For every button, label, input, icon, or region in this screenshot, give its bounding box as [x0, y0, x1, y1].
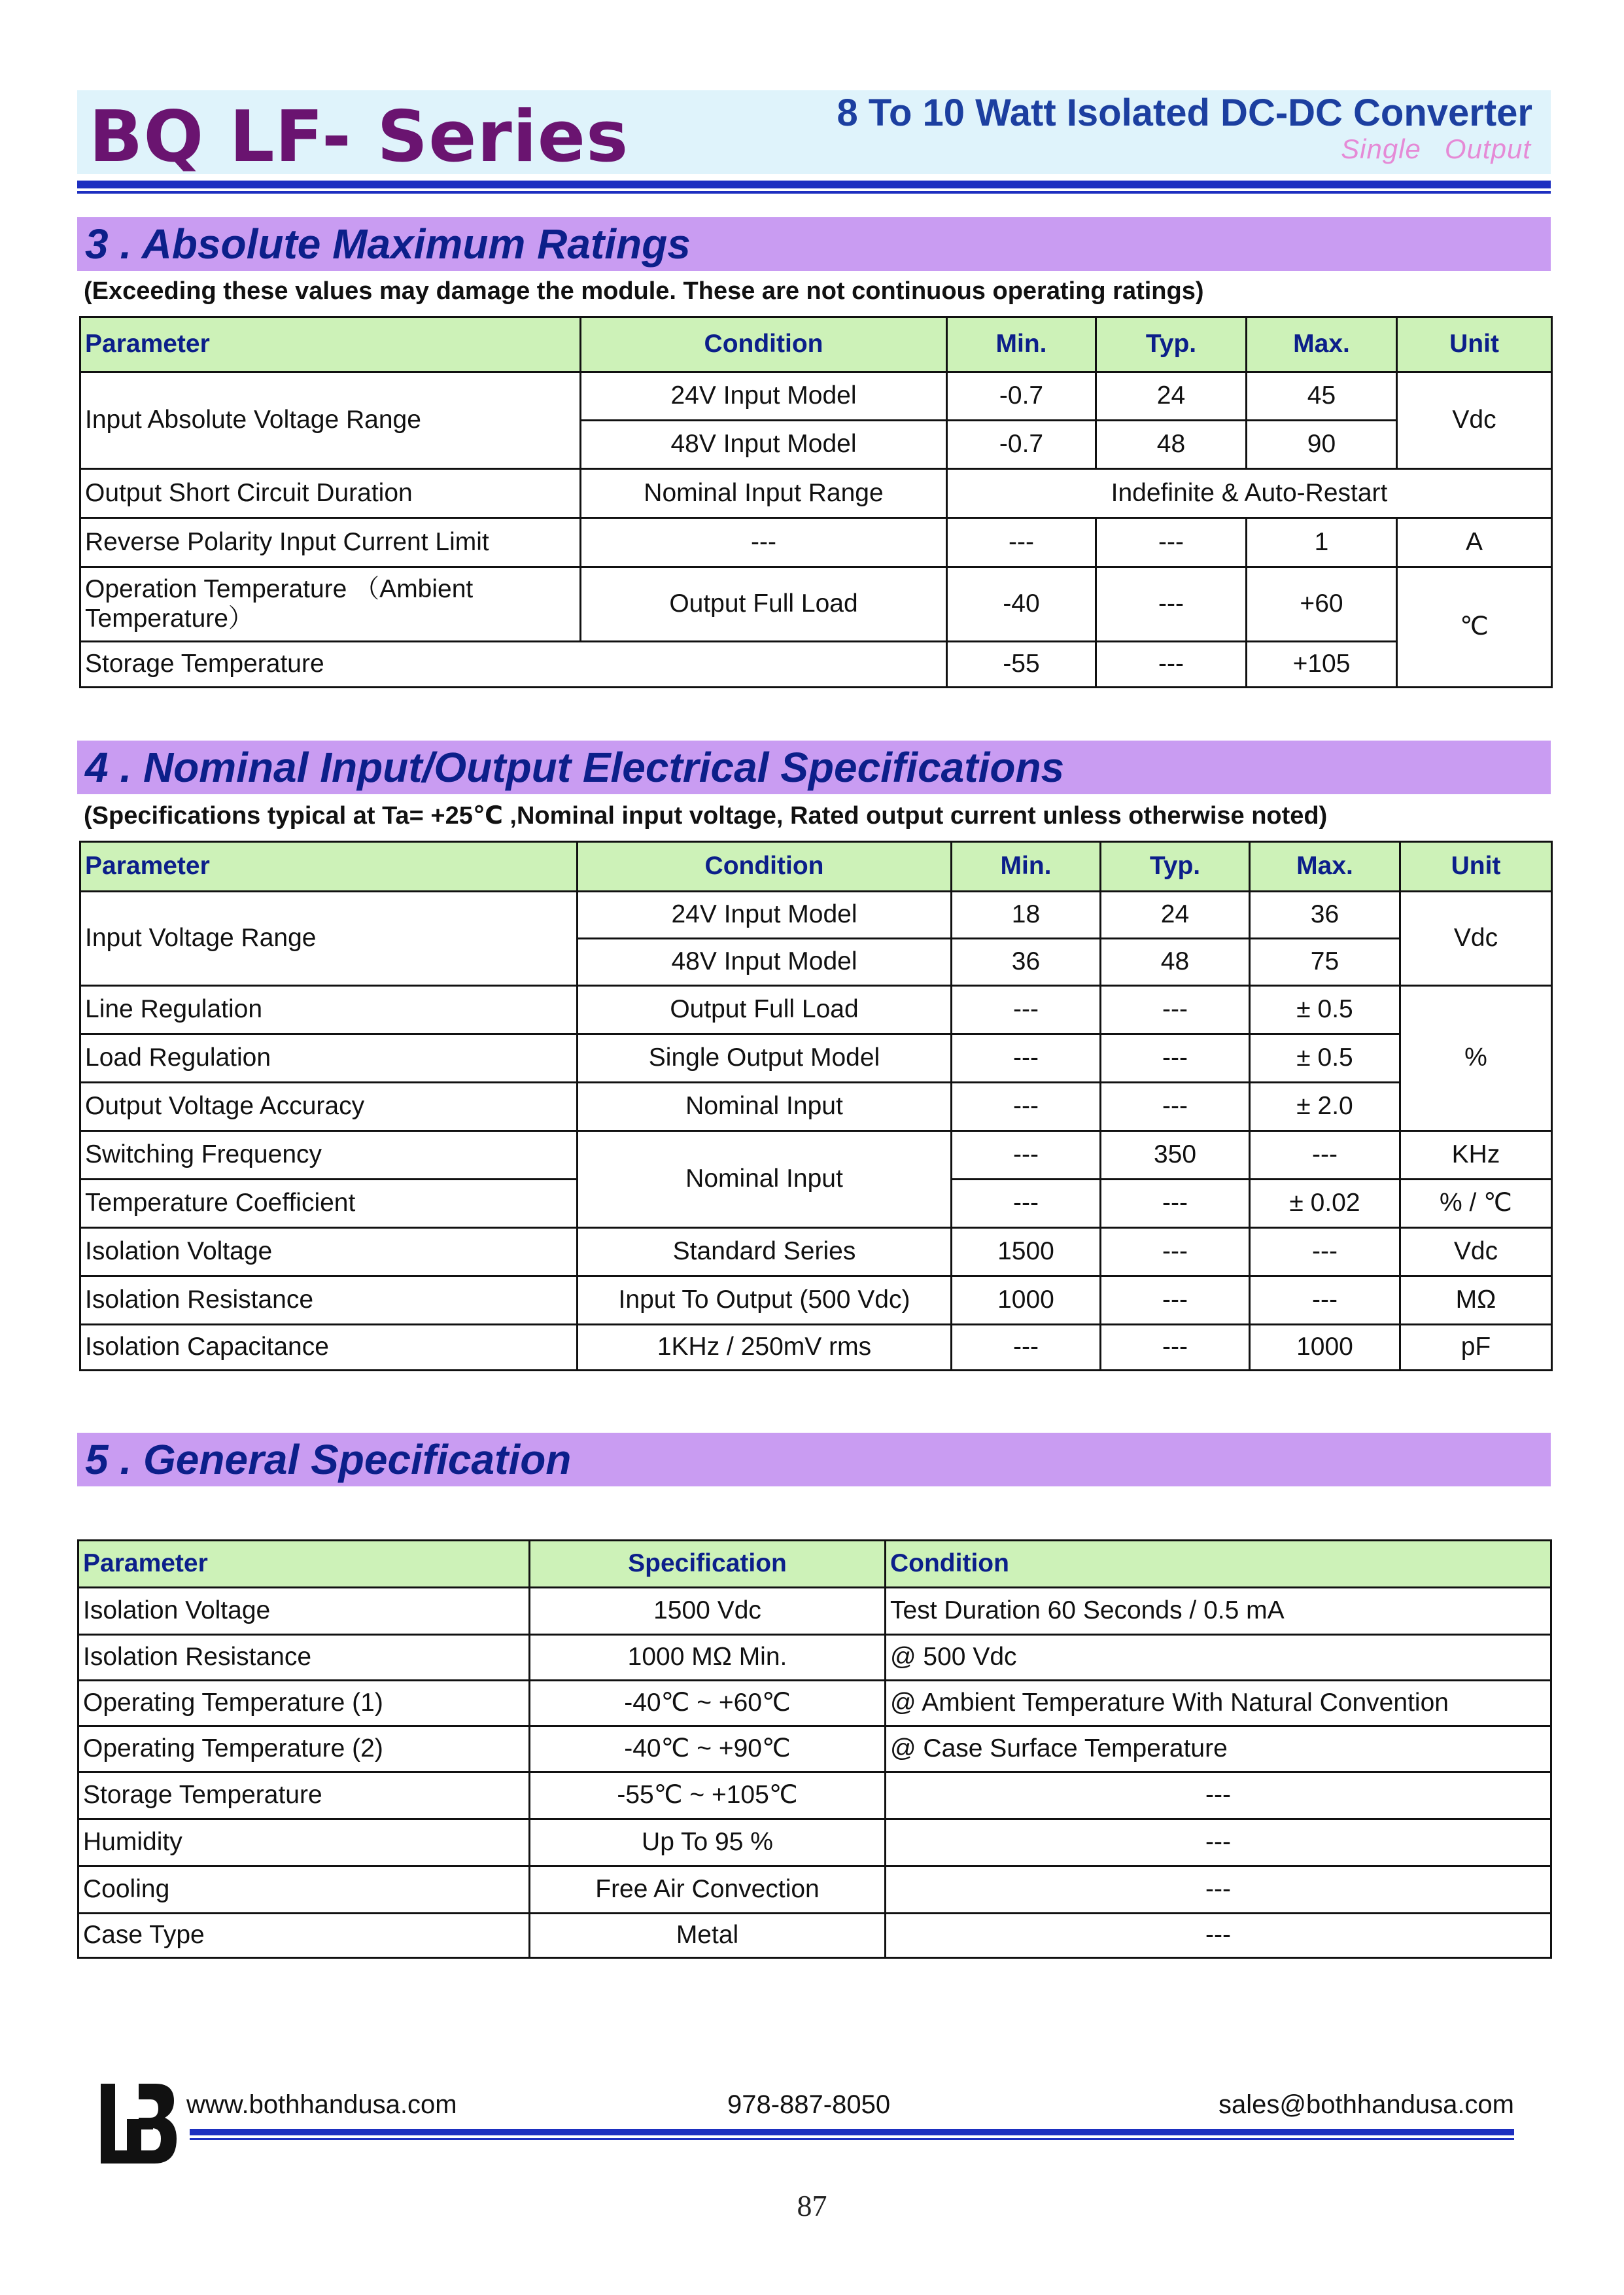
table-row	[78, 1588, 1551, 1635]
table-row	[80, 372, 1552, 421]
cell-typ: ---	[1096, 518, 1247, 567]
header-condition: Condition	[886, 1541, 1551, 1588]
cell-typ: ---	[1101, 1276, 1250, 1325]
cell-condition: Nominal Input	[578, 1083, 952, 1131]
cell-max: 75	[1250, 939, 1400, 986]
header-parameter: Parameter	[80, 317, 581, 372]
cell-max: ± 0.5	[1250, 1034, 1400, 1083]
cell-max: ± 0.02	[1250, 1180, 1400, 1228]
converter-title: 8 To 10 Watt Isolated DC-DC Converter	[837, 92, 1532, 134]
cell-condition: 24V Input Model	[581, 372, 947, 421]
table-row	[80, 1276, 1552, 1325]
table-row	[78, 1819, 1551, 1866]
header-condition: Condition	[581, 317, 947, 372]
table-row	[80, 1083, 1552, 1131]
cell-typ: ---	[1101, 1034, 1250, 1083]
cell-condition: 48V Input Model	[581, 421, 947, 469]
cell-parameter: Operating Temperature (2)	[78, 1726, 530, 1772]
cell-parameter: Load Regulation	[80, 1034, 578, 1083]
cell-max: ± 0.5	[1250, 986, 1400, 1034]
cell-condition: @ Ambient Temperature With Natural Convention	[886, 1681, 1551, 1726]
header-min: Min.	[947, 317, 1096, 372]
cell-unit: pF	[1400, 1325, 1552, 1371]
cell-condition: ---	[886, 1772, 1551, 1819]
output-type	[1317, 133, 1531, 165]
cell-min: ---	[952, 1083, 1101, 1131]
general-specification-table	[77, 1539, 1552, 1959]
table-row	[80, 1131, 1552, 1180]
table-header-row	[80, 842, 1552, 892]
cell-min: 1500	[952, 1228, 1101, 1276]
cell-typ: ---	[1101, 1180, 1250, 1228]
cell-typ: ---	[1096, 567, 1247, 642]
cell-specification: -40℃ ~ +90℃	[530, 1726, 886, 1772]
page-header	[77, 90, 1551, 178]
section-5-heading	[77, 1433, 1551, 1486]
footer-divider	[190, 2129, 1514, 2135]
cell-unit: MΩ	[1400, 1276, 1552, 1325]
cell-parameter: Humidity	[78, 1819, 530, 1866]
cell-max: +105	[1247, 642, 1397, 688]
cell-parameter: Operation Temperature （Ambient Temperature）	[80, 567, 581, 642]
cell-typ: 48	[1096, 421, 1247, 469]
cell-condition: 1KHz / 250mV rms	[578, 1325, 952, 1371]
cell-typ: ---	[1101, 986, 1250, 1034]
cell-parameter: Output Voltage Accuracy	[80, 1083, 578, 1131]
table-row	[80, 986, 1552, 1034]
cell-specification: 1000 MΩ Min.	[530, 1635, 886, 1681]
cell-min: ---	[952, 1131, 1101, 1180]
series-title: BQ LF- Series	[89, 96, 629, 178]
footer-divider-thin	[190, 2138, 1514, 2140]
cell-parameter: Temperature Coefficient	[80, 1180, 578, 1228]
cell-typ: ---	[1101, 1083, 1250, 1131]
cell-condition: ---	[886, 1866, 1551, 1914]
cell-unit: Vdc	[1400, 1228, 1552, 1276]
section-3-heading	[77, 217, 1551, 271]
footer-email[interactable]: sales@bothhandusa.com	[1218, 2090, 1514, 2119]
cell-parameter: Isolation Voltage	[78, 1588, 530, 1635]
cell-max: 1000	[1250, 1325, 1400, 1371]
cell-condition: Output Full Load	[581, 567, 947, 642]
cell-min: ---	[952, 986, 1101, 1034]
cell-min: 1000	[952, 1276, 1101, 1325]
cell-typ: ---	[1096, 642, 1247, 688]
cell-min: ---	[947, 518, 1096, 567]
cell-condition: Single Output Model	[578, 1034, 952, 1083]
table-header-row	[80, 317, 1552, 372]
page-number: 87	[797, 2189, 827, 2222]
table-row	[78, 1914, 1551, 1958]
cell-condition: ---	[581, 518, 947, 567]
header-max: Max.	[1250, 842, 1400, 892]
table-row	[80, 518, 1552, 567]
header-parameter: Parameter	[78, 1541, 530, 1588]
cell-parameter: Isolation Resistance	[80, 1276, 578, 1325]
header-specification: Specification	[530, 1541, 886, 1588]
cell-parameter: Switching Frequency	[80, 1131, 578, 1180]
absolute-max-ratings-table	[79, 316, 1553, 688]
cell-parameter: Isolation Resistance	[78, 1635, 530, 1681]
cell-min: -0.7	[947, 372, 1096, 421]
table-row	[78, 1726, 1551, 1772]
cell-max: ---	[1250, 1228, 1400, 1276]
cell-max: +60	[1247, 567, 1397, 642]
cell-typ: 350	[1101, 1131, 1250, 1180]
cell-unit: KHz	[1400, 1131, 1552, 1180]
cell-parameter: Line Regulation	[80, 986, 578, 1034]
cell-min: -40	[947, 567, 1096, 642]
cell-condition: @ Case Surface Temperature	[886, 1726, 1551, 1772]
section-4-heading	[77, 741, 1551, 794]
footer-phone: 978-887-8050	[727, 2090, 891, 2119]
cell-unit: ℃	[1397, 567, 1552, 688]
section-4-title: 4 . Nominal Input/Output Electrical Specifications	[85, 744, 1065, 791]
section-4-note: (Specifications typical at Ta= +25℃ ,Nominal input voltage, Rated output current unless otherwise noted)	[84, 802, 1328, 830]
header-divider-thin	[77, 191, 1551, 194]
cell-parameter: Operating Temperature (1)	[78, 1681, 530, 1726]
table-header-row	[78, 1541, 1551, 1588]
table-row	[80, 1228, 1552, 1276]
cell-max: 36	[1250, 892, 1400, 939]
cell-parameter: Reverse Polarity Input Current Limit	[80, 518, 581, 567]
header-max: Max.	[1247, 317, 1397, 372]
cell-condition: Output Full Load	[578, 986, 952, 1034]
section-5-title: 5 . General Specification	[85, 1436, 572, 1483]
footer-website[interactable]: www.bothhandusa.com	[186, 2090, 457, 2119]
cell-specification: Up To 95 %	[530, 1819, 886, 1866]
cell-condition: Test Duration 60 Seconds / 0.5 mA	[886, 1588, 1551, 1635]
table-row	[78, 1772, 1551, 1819]
table-row	[80, 642, 1552, 688]
electrical-specifications-table	[79, 841, 1553, 1371]
cell-condition: Input To Output (500 Vdc)	[578, 1276, 952, 1325]
bothhand-logo-icon	[98, 2077, 177, 2169]
cell-max: 45	[1247, 372, 1397, 421]
cell-max: 90	[1247, 421, 1397, 469]
cell-unit: Vdc	[1400, 892, 1552, 986]
cell-parameter: Isolation Capacitance	[80, 1325, 578, 1371]
section-3-title: 3 . Absolute Maximum Ratings	[85, 220, 691, 268]
cell-unit: %	[1400, 986, 1552, 1131]
cell-typ: ---	[1101, 1228, 1250, 1276]
header-divider	[77, 181, 1551, 188]
cell-specification: Free Air Convection	[530, 1866, 886, 1914]
cell-max: ---	[1250, 1276, 1400, 1325]
cell-min: 18	[952, 892, 1101, 939]
cell-max: ± 2.0	[1250, 1083, 1400, 1131]
cell-condition: 48V Input Model	[578, 939, 952, 986]
table-row	[80, 1325, 1552, 1371]
cell-min: -55	[947, 642, 1096, 688]
cell-condition: Nominal Input	[578, 1131, 952, 1228]
cell-parameter: Storage Temperature	[80, 642, 947, 688]
header-typ: Typ.	[1101, 842, 1250, 892]
header-condition: Condition	[578, 842, 952, 892]
cell-parameter: Case Type	[78, 1914, 530, 1958]
header-parameter: Parameter	[80, 842, 578, 892]
cell-condition: 24V Input Model	[578, 892, 952, 939]
cell-parameter: Storage Temperature	[78, 1772, 530, 1819]
cell-parameter: Input Voltage Range	[80, 892, 578, 986]
cell-parameter: Output Short Circuit Duration	[80, 469, 581, 518]
output-type-word-2: Output	[1444, 133, 1531, 164]
section-3-note: (Exceeding these values may damage the module. These are not continuous operating ratings)	[84, 277, 1204, 305]
table-row	[80, 892, 1552, 939]
table-row	[78, 1635, 1551, 1681]
cell-parameter: Input Absolute Voltage Range	[80, 372, 581, 469]
cell-specification: -40℃ ~ +60℃	[530, 1681, 886, 1726]
cell-typ: ---	[1101, 1325, 1250, 1371]
cell-condition: ---	[886, 1819, 1551, 1866]
cell-specification: Metal	[530, 1914, 886, 1958]
table-row	[80, 469, 1552, 518]
table-row	[80, 1034, 1552, 1083]
header-min: Min.	[952, 842, 1101, 892]
cell-max: ---	[1250, 1131, 1400, 1180]
cell-min: -0.7	[947, 421, 1096, 469]
cell-min: ---	[952, 1034, 1101, 1083]
cell-typ: 24	[1101, 892, 1250, 939]
cell-unit: A	[1397, 518, 1552, 567]
header-typ: Typ.	[1096, 317, 1247, 372]
cell-condition: ---	[886, 1914, 1551, 1958]
cell-specification: -55℃ ~ +105℃	[530, 1772, 886, 1819]
cell-condition: Standard Series	[578, 1228, 952, 1276]
table-row	[78, 1866, 1551, 1914]
header-unit: Unit	[1397, 317, 1552, 372]
cell-unit: Vdc	[1397, 372, 1552, 469]
cell-value: Indefinite & Auto-Restart	[947, 469, 1552, 518]
cell-condition: @ 500 Vdc	[886, 1635, 1551, 1681]
cell-parameter: Cooling	[78, 1866, 530, 1914]
cell-parameter: Isolation Voltage	[80, 1228, 578, 1276]
cell-specification: 1500 Vdc	[530, 1588, 886, 1635]
table-row	[78, 1681, 1551, 1726]
cell-min: ---	[952, 1325, 1101, 1371]
cell-max: 1	[1247, 518, 1397, 567]
cell-typ: 48	[1101, 939, 1250, 986]
cell-typ: 24	[1096, 372, 1247, 421]
cell-min: 36	[952, 939, 1101, 986]
cell-unit: % / ℃	[1400, 1180, 1552, 1228]
table-row	[80, 567, 1552, 642]
output-type-word-1: Single	[1341, 133, 1421, 164]
cell-min: ---	[952, 1180, 1101, 1228]
cell-condition: Nominal Input Range	[581, 469, 947, 518]
header-unit: Unit	[1400, 842, 1552, 892]
